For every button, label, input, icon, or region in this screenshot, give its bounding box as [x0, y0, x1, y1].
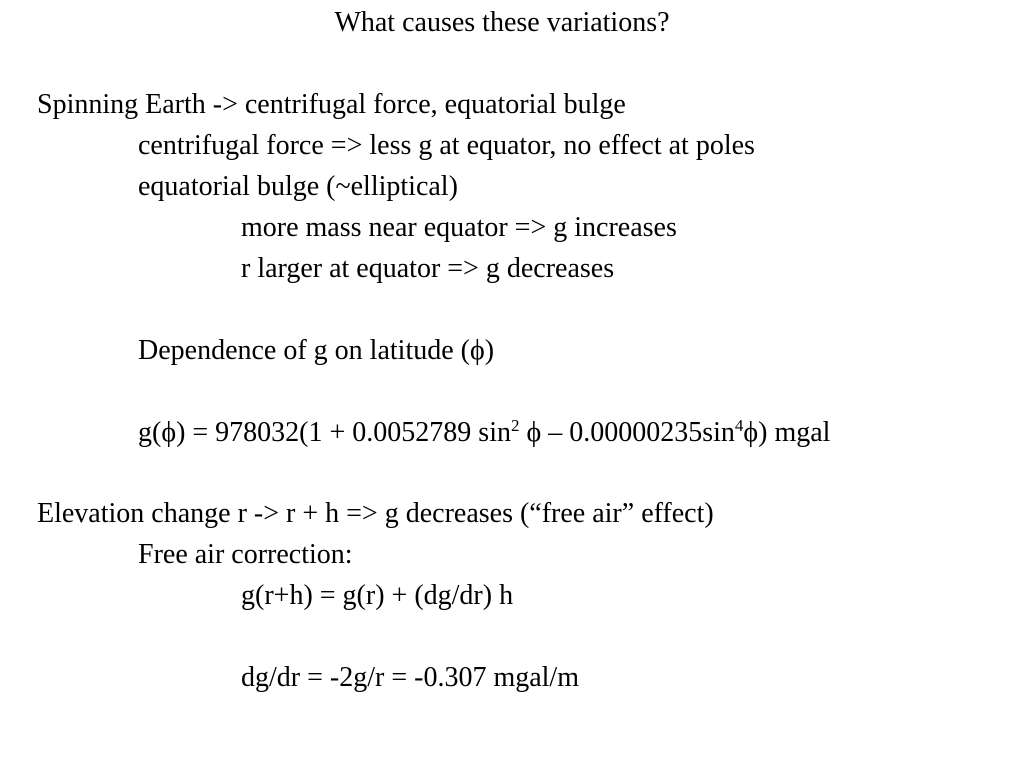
- centrifugal-force-line: centrifugal force => less g at equator, no effect at poles: [138, 130, 755, 161]
- equatorial-bulge-line: equatorial bulge (~elliptical): [138, 171, 458, 202]
- latitude-formula-exponent-4: 4: [734, 416, 744, 435]
- r-larger-line: r larger at equator => g decreases: [241, 253, 615, 284]
- gravity-gradient-formula: dg/dr = -2g/r = -0.307 mgal/m: [241, 662, 579, 693]
- latitude-formula-part1: g(ϕ) = 978032(1 + 0.0052789 sin: [138, 417, 511, 448]
- more-mass-line: more mass near equator => g increases: [241, 212, 677, 243]
- latitude-formula-exponent-2: 2: [510, 416, 520, 435]
- free-air-correction-label: Free air correction:: [138, 539, 353, 570]
- spinning-earth-heading: Spinning Earth -> centrifugal force, equatorial bulge: [37, 89, 626, 120]
- slide-title: What causes these variations?: [334, 7, 670, 38]
- latitude-formula-part3: ϕ) mgal: [743, 417, 831, 448]
- latitude-formula-part2: ϕ – 0.00000235sin: [519, 417, 735, 448]
- free-air-correction-formula: g(r+h) = g(r) + (dg/dr) h: [241, 580, 514, 611]
- elevation-change-heading: Elevation change r -> r + h => g decreases (“free air” effect): [37, 498, 714, 529]
- latitude-formula: [138, 416, 830, 450]
- latitude-dependence-heading: Dependence of g on latitude (ϕ): [138, 335, 495, 366]
